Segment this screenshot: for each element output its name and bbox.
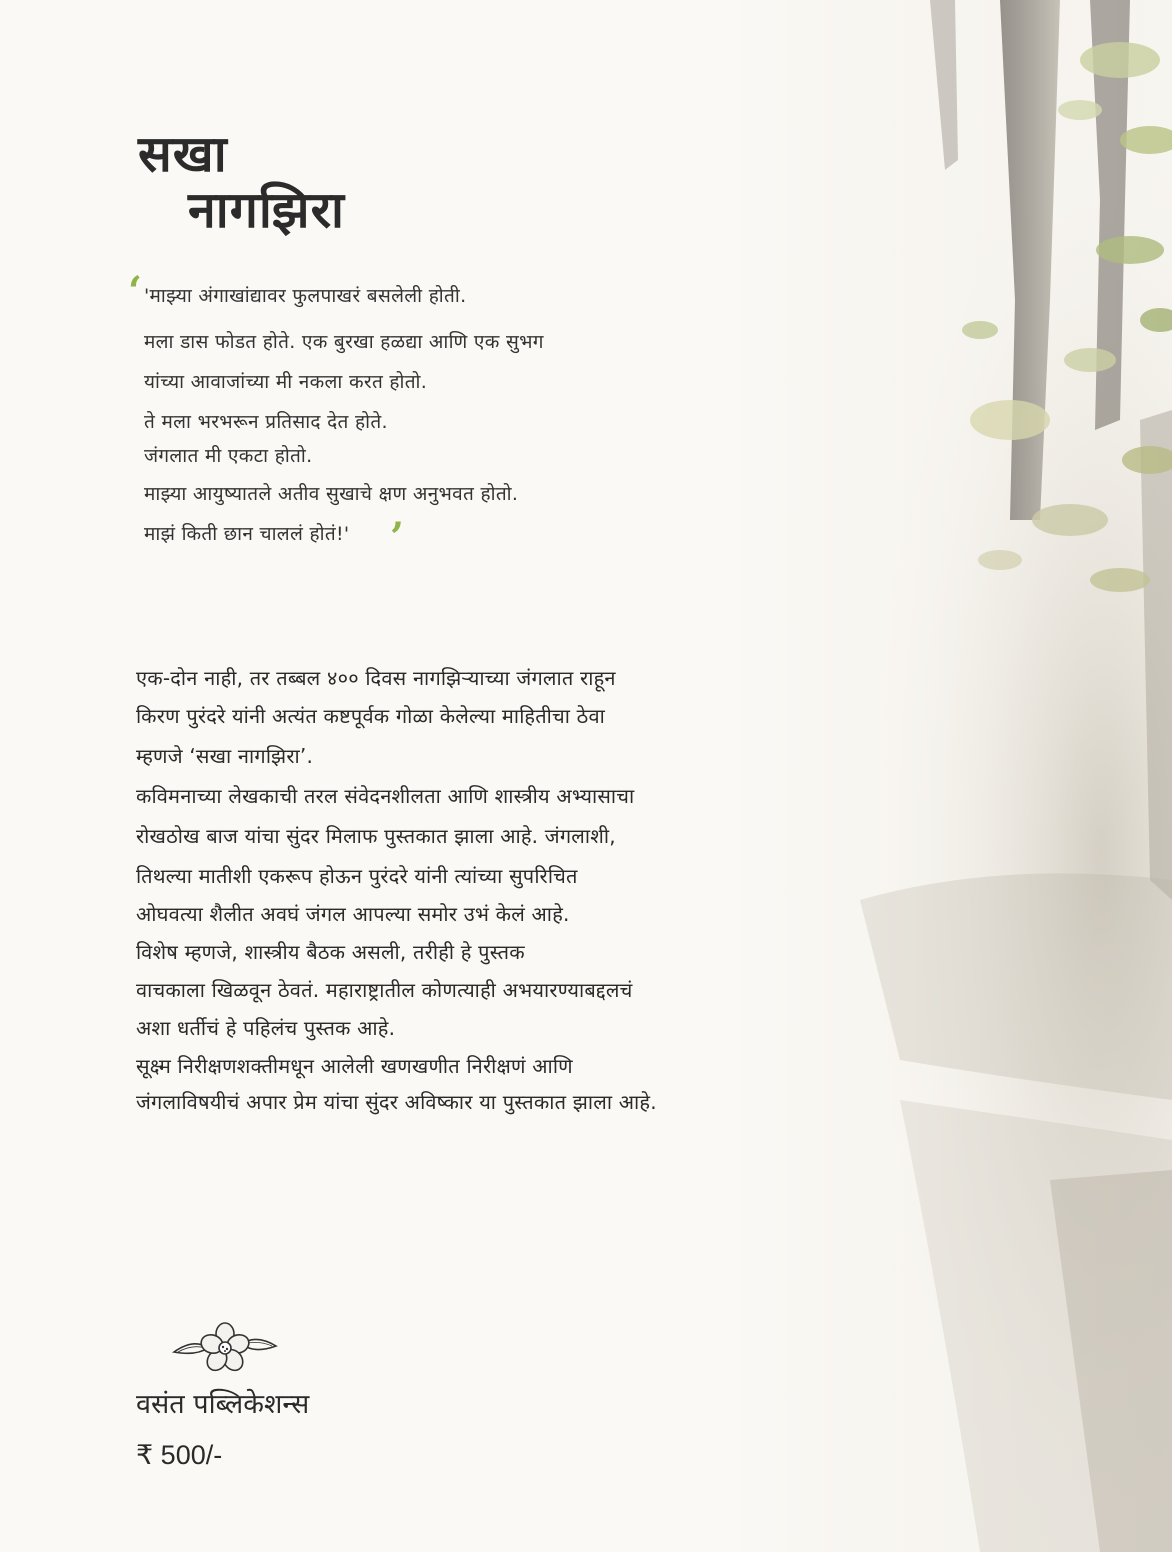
publisher-name: वसंत पब्लिकेशन्स <box>136 1389 310 1420</box>
quote-line: ते मला भरभरून प्रतिसाद देत होते. <box>144 411 388 433</box>
blurb-line: तिथल्या मातीशी एकरूप होऊन पुरंदरे यांनी त्यांच्या सुपरिचित <box>136 864 578 888</box>
quote-open-mark: ‘ <box>128 268 142 315</box>
blurb-line: वाचकाला खिळवून ठेवतं. महाराष्ट्रातील कोणत्याही अभयारण्याबद्दलचं <box>136 978 633 1002</box>
blurb-line: अशा धर्तीचं हे पहिलंच पुस्तक आहे. <box>136 1016 396 1040</box>
blurb-line: किरण पुरंदरे यांनी अत्यंत कष्टपूर्वक गोळा केलेल्या माहितीचा ठेवा <box>136 704 605 728</box>
blurb-line: विशेष म्हणजे, शास्त्रीय बैठक असली, तरीही हे पुस्तक <box>136 940 525 964</box>
blurb-line: म्हणजे ‘सखा नागझिरा’. <box>136 744 314 768</box>
flower-logo-icon <box>170 1316 280 1378</box>
price: ₹ 500/- <box>136 1440 223 1470</box>
quote-line: यांच्या आवाजांच्या मी नकला करत होतो. <box>144 371 428 393</box>
blurb-line: रोखठोख बाज यांचा सुंदर मिलाफ पुस्तकात झाला आहे. जंगलाशी, <box>136 824 616 848</box>
title-line-1: सखा <box>138 124 228 183</box>
blurb-line: ओघवत्या शैलीत अवघं जंगल आपल्या समोर उभं केलं आहे. <box>136 902 570 926</box>
quote-close-mark: ’ <box>390 514 404 561</box>
quote-line: मला डास फोडत होते. एक बुरखा हळद्या आणि एक सुभग <box>144 331 544 353</box>
blurb-line: जंगलाविषयीचं अपार प्रेम यांचा सुंदर अविष्कार या पुस्तकात झाला आहे. <box>136 1090 657 1114</box>
blurb-line: कविमनाच्या लेखकाची तरल संवेदनशीलता आणि शास्त्रीय अभ्यासाचा <box>136 784 635 808</box>
quote-line: माझ्या आयुष्यातले अतीव सुखाचे क्षण अनुभवत होतो. <box>144 483 519 505</box>
blurb-line: सूक्ष्म निरीक्षणशक्तीमधून आलेली खणखणीत निरीक्षणं आणि <box>136 1054 573 1078</box>
quote-line: 'माझ्या अंगाखांद्यावर फुलपाखरं बसलेली होती. <box>144 285 467 307</box>
book-title <box>138 118 438 248</box>
quote-line: माझं किती छान चाललं होतं!' <box>144 523 350 545</box>
title-line-2: नागझिरा <box>188 180 345 239</box>
quote-line: जंगलात मी एकटा होतो. <box>144 445 313 467</box>
blurb-line: एक-दोन नाही, तर तब्बल ४०० दिवस नागझिऱ्याच्या जंगलात राहून <box>136 666 616 690</box>
